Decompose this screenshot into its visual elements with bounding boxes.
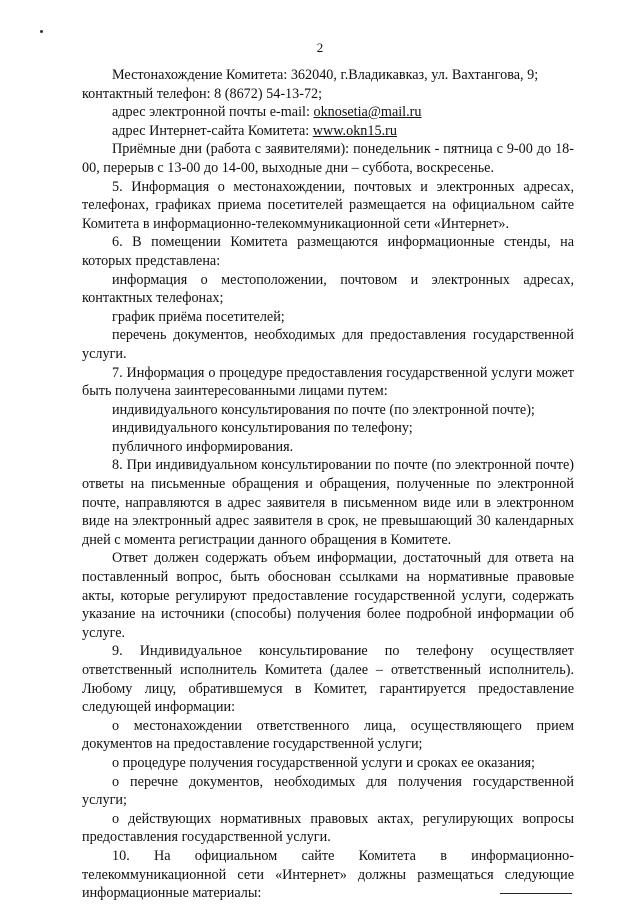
paragraph-7-item-1: индивидуального консультирования по почте (по электронной почте); (112, 401, 535, 418)
paragraph-6-item-2: график приёма посетителей; (112, 308, 285, 325)
site-link[interactable]: www.okn15.ru (312, 122, 397, 139)
paragraph-8-answer: Ответ должен содержать объем информации, достаточный для ответа на поставленный вопрос, быть обоснован ссылками на нормативные правовые акты, которые регулируют предоставление государственной услуги, содержать указание на источники (способы) получения более подробной информации об услуге. (82, 550, 574, 641)
email-label: адрес электронной почты e-mail: (112, 104, 314, 121)
paragraph-6: 6. В помещении Комитета размещаются информационные стенды, на которых представлена: (82, 234, 574, 269)
paragraph-9-item-3: о перечне документов, необходимых для получения государственной услуги; (82, 773, 574, 809)
location-address: Местонахождение Комитета: 362040, г.Владикавказ, ул. Вахтангова, 9; (112, 67, 539, 83)
paragraph-8: 8. При индивидуальном консультировании по почте (по электронной почте) ответы на письменные обращения и обращения, полученные по электронной почте, направляются в адрес заявителя в письменном виде или в электронном виде на электронный адрес заявителя в срок, не превышающий 30 календарных дней с момента регистрации данного обращения в Комитете. (82, 457, 574, 548)
working-hours: Приёмные дни (работа с заявителями): понедельник - пятница с 9-00 до 18-00, перерыв с 13-00 до 14-00, выходные дни – суббота, воскресенье. (82, 141, 574, 176)
paragraph-5: 5. Информация о местонахождении, почтовых и электронных адресах, телефонах, графиках приема посетителей размещается на официальном сайте Комитета в информационно-телекоммуникационной сети «Интернет». (82, 178, 574, 232)
paragraph-7-item-3: публичного информирования. (112, 438, 294, 455)
scan-speck (40, 30, 43, 33)
document-body (82, 66, 574, 903)
paragraph-9-item-4: о действующих нормативных правовых актах, регулирующих вопросы предоставления государственной услуги. (82, 810, 574, 846)
paragraph-7-item-2: индивидуального консультирования по телефону; (112, 420, 413, 437)
footer-rule (500, 893, 572, 894)
email-link[interactable]: oknosetia@mail.ru (313, 104, 422, 121)
paragraph-10: 10. На официальном сайте Комитета в информационно-телекоммуникационной сети «Интернет» должны размещаться следующие информационные материалы: (82, 847, 574, 902)
location-site-line (82, 122, 574, 141)
paragraph-9-item-2: о процедуре получения государственной услуги и сроках ее оказания; (112, 754, 535, 771)
paragraph-7: 7. Информация о процедуре предоставления государственной услуги может быть получена заинтересованными лицами путем: (82, 364, 574, 400)
paragraph-6-item-3: перечень документов, необходимых для предоставления государственной услуги. (82, 327, 574, 362)
location-phone: контактный телефон: 8 (8672) 54-13-72; (82, 85, 323, 102)
location-email-line (82, 103, 574, 122)
paragraph-9: 9. Индивидуальное консультирование по телефону осуществляет ответственный исполнитель Комитета (далее – ответственный исполнитель). Любому лицу, обратившемуся в Комитет, гарантируется предоставление следующей информации: (82, 643, 574, 716)
site-label: адрес Интернет-сайта Комитета: (112, 122, 313, 139)
paragraph-6-item-1: информация о местоположении, почтовом и электронных адресах, контактных телефонах; (82, 271, 574, 307)
page-number: 2 (316, 40, 324, 55)
paragraph-9-item-1: о местонахождении ответственного лица, осуществляющего прием документов на предоставление государственной услуги; (82, 717, 574, 753)
